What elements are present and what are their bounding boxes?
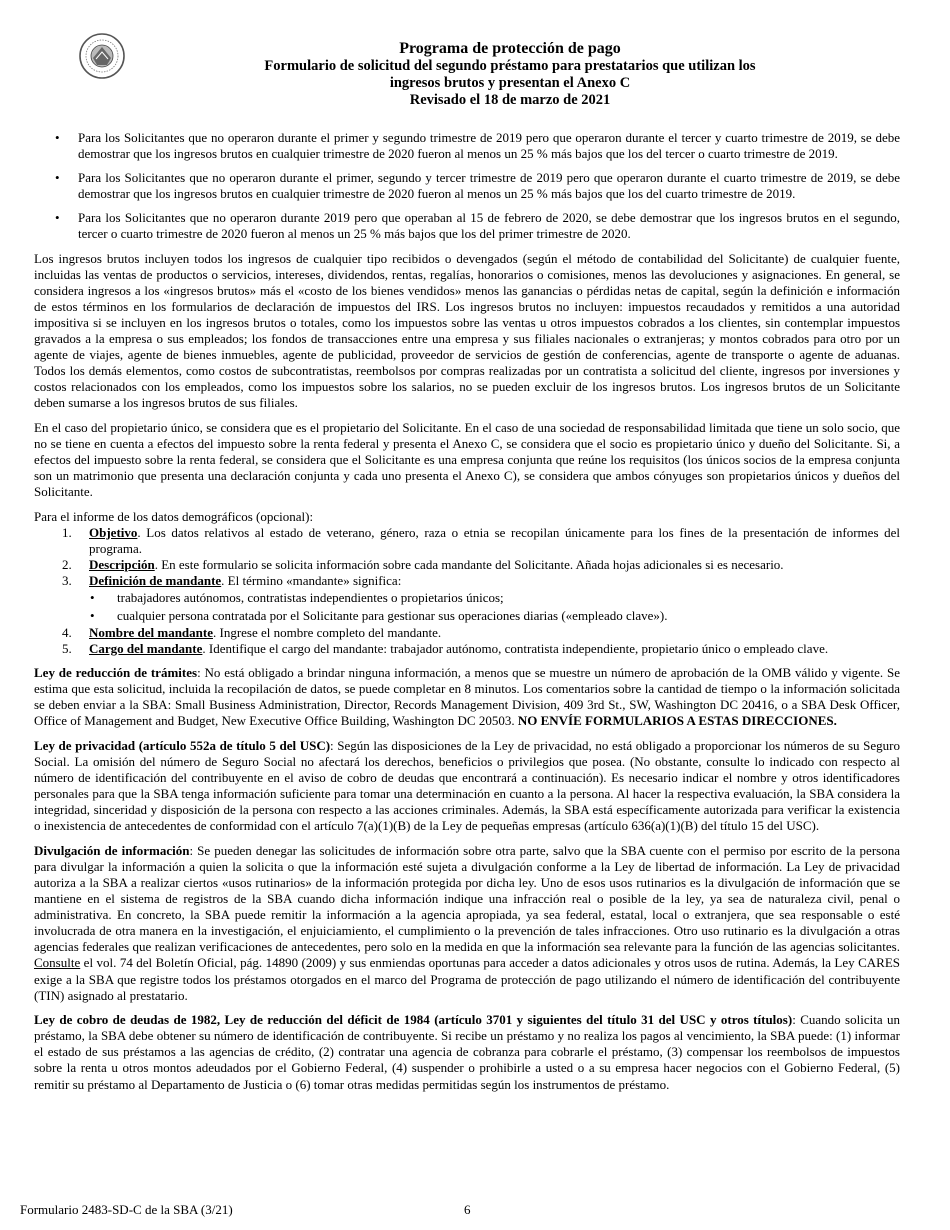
- disclosure-heading: Divulgación de información: [34, 842, 190, 858]
- gross-receipts-paragraph: Los ingresos brutos incluyen todos los ingresos de cualquier tipo recibidos o devengados (según el método de contabilidad del Solicitante) de cualquier fuente, incluidas las ventas de productos o servicios, intereses, dividendos, rentas, regalías, honorarios o comisiones, menos las devoluciones y asignaciones. En general, se considera ingresos a los «ingresos brutos» más el «costo de los bienes vendidos» menos las ganancias o pérdidas netas de capital, según la definición e información de estos términos en los formularios de declaración de impuestos del IRS. Los ingresos brutos no incluyen: impuestos recaudados y remitidos a una autoridad impositiva si se incluyen en los ingresos brutos o totales, como los impuestos sobre las ventas u otros impuestos cobrados a los clientes, sin contemplar impuestos gravados a la empresa o sus empleados; los fondos de transacciones entre una empresa y sus filiales nacionales o extranjeras; y montos cobrados para otro por un agente de viajes, agente de bienes inmuebles, agente de publicidad, proveedor de servicios de gestión de conferencias, agente de transporte o agente de aduanas. Todos los demás elementos, como costos de subcontratistas, reembolsos por compras realizadas por un contratista a solicitud del cliente, ingresos por inversiones y costos relacionados con los empleados, como los impuestos sobre los salarios, no se pueden excluir de los ingresos brutos. Los ingresos brutos de un Solicitante deben sumarse a los ingresos brutos de sus filiales.: [34, 250, 900, 411]
- disclosure-paragraph: Divulgación de información: Se pueden denegar las solicitudes de información sobre otra parte, salvo que la SBA cuente con el permiso por escrito de la persona para divulgar la información a quien la solicita o que la información esté sujeta a divulgación conforme a la Ley de libertad de información. La Ley de privacidad autoriza a la SBA a realizar ciertos «usos rutinarios» de la información protegida por dicha ley. Uno de esos usos rutinarios es la divulgación de información que se mantiene en el sistema de registros de la SBA cuando dicha información indique una infracción real o posible de la ley, ya sea de naturaleza civil, penal o administrativa. En concreto, la SBA puede remitir la información a la agencia apropiada, ya sea federal, estatal, local o extranjera, que sea responsable o esté involucrada de otra manera en la investigación, el enjuiciamiento, el cumplimiento o la prevención de tales infracciones. Otro uso rutinario es la divulgación a otras agencias federales que realizan verificaciones de antecedentes, pero solo en la medida en que la información sea relevante para la función de las agencias solicitantes. Consulte el vol. 74 del Boletín Oficial, pág. 14890 (2009) y sus enmiendas oportunas para acceder a datos adicionales y otros usos de rutina. Además, la Ley CARES exige a la SBA que registre todos los préstamos otorgados en el marco del Programa de protección de pago utilizando el número de identificación del contribuyente (TIN) asignado al prestatario.: [34, 842, 900, 1003]
- list-item: 2. Descripción. En este formulario se solicita información sobre cada mandante del Solicitante. Añada hojas adicionales si es necesario.: [62, 557, 784, 573]
- list-item: 1. Objetivo. Los datos relativos al estado de veterano, género, raza o etnia se recopilan únicamente para los fines de la presentación de informes del programa.: [62, 525, 900, 557]
- list-item: 4. Nombre del mandante. Ingrese el nombre completo del mandante.: [62, 624, 442, 640]
- list-item: • Para los Solicitantes que no operaron durante el primer y segundo trimestre de 2019 pero que operaron durante el tercer y cuarto trimestre de 2019, se debe demostrar que los ingresos brutos en cualquier trimestre de 2020 fueron al menos un 25 % más bajos que los del tercer o cuarto trimestre de 2019.: [34, 130, 900, 162]
- privacy-act-paragraph: Ley de privacidad (artículo 552a de título 5 del USC): Según las disposiciones de la Ley de privacidad, no está obligado a proporcionar los números de su Seguro Social. La omisión del número de Seguro Social no afectará los derechos, beneficios o privilegios que posea. (No obstante, consulte lo indicado con respecto al número de identificación del contribuyente en el aviso de cobro de deudas que encontrará a continuación). Es necesario indicar el nombre y otros identificadores personales para que la SBA tenga información suficiente para tomar una determinación en cuanto a la persona. Al hacer la respectiva evaluación, la SBA considera la integridad, sinceridad y disposición de la persona con respecto a las acciones criminales. Además, la SBA está específicamente autorizada para verificar la existencia o inexistencia de antecedentes de conformidad con el artículo 7(a)(1)(B) de la Ley de pequeñas empresas (artículo 636(a)(1)(B) del título 15 del USC).: [34, 737, 900, 834]
- list-item: 3. Definición de mandante. El término «mandante» significa:: [62, 573, 402, 589]
- form-identifier: Formulario 2483-SD-C de la SBA (3/21): [20, 1202, 233, 1217]
- document-header: [190, 40, 830, 109]
- term-principal-name: Nombre del mandante: [89, 624, 213, 640]
- term-objective: Objetivo: [89, 525, 138, 541]
- paperwork-heading: Ley de reducción de trámites: [34, 664, 198, 680]
- document-body: [34, 130, 900, 1101]
- list-item: • cualquier persona contratada por el Solicitante para gestionar sus operaciones diarias («empleado clave»).: [34, 608, 900, 624]
- list-item: • trabajadores autónomos, contratistas independientes o propietarios únicos;: [34, 590, 900, 606]
- form-subtitle-line-2: ingresos brutos y presentan el Anexo C: [389, 75, 631, 91]
- list-item: • Para los Solicitantes que no operaron durante el primer, segundo y tercer trimestre de 2019 pero que operaron durante el cuarto trimestre de 2019, se debe demostrar que los ingresos brutos en cualquier trimestre de 2020 fueron al menos un 25 % más bajos que los del cuarto trimestre de 2019.: [34, 170, 900, 202]
- eligibility-bullets: [34, 130, 900, 243]
- form-title: Programa de protección de pago: [399, 40, 621, 57]
- term-principal-definition: Definición de mandante: [89, 573, 222, 589]
- revision-date: Revisado el 18 de marzo de 2021: [409, 92, 611, 108]
- consult-link[interactable]: Consulte: [34, 955, 81, 971]
- privacy-heading: Ley de privacidad (artículo 552a de título 5 del USC): [34, 737, 331, 753]
- sole-proprietor-paragraph: En el caso del propietario único, se considera que es el propietario del Solicitante. En el caso de una sociedad de responsabilidad limitada que tiene un solo socio, que no se tiene en cuenta a efectos del impuesto sobre la renta federal y presenta el Anexo C, se considera que el socio es propietario único y dueño del Solicitante. Si, a efectos del impuesto sobre la renta federal, se considera que el Solicitante es una empresa conjunta que reúne los requisitos (los únicos socios de la empresa conjunta son un matrimonio que presenta una declaración conjunta y cada uno presenta el Anexo C), se considera que ambos cónyuges son propietarios únicos y dueños del Solicitante.: [34, 420, 900, 500]
- demographics-list: [34, 525, 900, 657]
- page-number: 6: [464, 1202, 471, 1217]
- term-description: Descripción: [89, 557, 155, 573]
- demographics-intro: Para el informe de los datos demográficos (opcional):: [34, 508, 314, 524]
- term-principal-position: Cargo del mandante: [89, 640, 203, 656]
- form-subtitle-line-1: Formulario de solicitud del segundo préstamo para prestatarios que utilizan los: [264, 58, 756, 74]
- sba-seal-icon: [78, 32, 126, 80]
- debt-heading: Ley de cobro de deudas de 1982, Ley de reducción del déficit de 1984 (artículo 3701 y siguientes del título 31 del USC y otros títulos): [34, 1012, 793, 1028]
- paperwork-reduction-paragraph: Ley de reducción de trámites: No está obligado a brindar ninguna información, a menos que se muestre un número de aprobación de la OMB válido y vigente. Se estima que esta solicitud, incluida la recopilación de datos, se puede completar en 8 minutos. Los comentarios sobre la cantidad de tiempo o la información solicitada se deben enviar a la SBA: Small Business Administration, Director, Records Management Division, 409 3rd St., SW, Washington DC 20416, o a SBA Desk Officer, Office of Management and Budget, New Executive Office Building, Washington DC 20503. NO ENVÍE FORMULARIOS A ESTAS DIRECCIONES.: [34, 664, 900, 729]
- debt-collection-paragraph: Ley de cobro de deudas de 1982, Ley de reducción del déficit de 1984 (artículo 3701 y siguientes del título 31 del USC y otros títulos): Cuando solicita un préstamo, la SBA debe obtener su número de identificación de contribuyente. Si recibe un préstamo y no realiza los pagos al vencimiento, la SBA puede: (1) informar el estado de sus préstamos a las agencias de crédito, (2) contratar una agencia de cobranza para cobrarle el préstamo, (3) compensar los reembolsos de impuestos sobre la renta u otros montos adeudados por el Gobierno Federal, (4) suspender o prohibirle a usted o a su empresa hacer negocios con el Gobierno Federal, (5) remitir su préstamo al Departamento de Justicia o (6) tomar otras medidas permitidas según los instrumentos de préstamo.: [34, 1012, 900, 1092]
- list-item: 5. Cargo del mandante. Identifique el cargo del mandante: trabajador autónomo, contratista independiente, propietario único o empleado clave.: [62, 640, 829, 656]
- principal-sub-list: [34, 590, 900, 623]
- list-item: • Para los Solicitantes que no operaron durante 2019 pero que operaban al 15 de febrero de 2020, se debe demostrar que los ingresos brutos en el segundo, tercer o cuarto trimestre de 2020 fueron al menos un 25 % más bajos que los del primer trimestre de 2020.: [34, 210, 900, 242]
